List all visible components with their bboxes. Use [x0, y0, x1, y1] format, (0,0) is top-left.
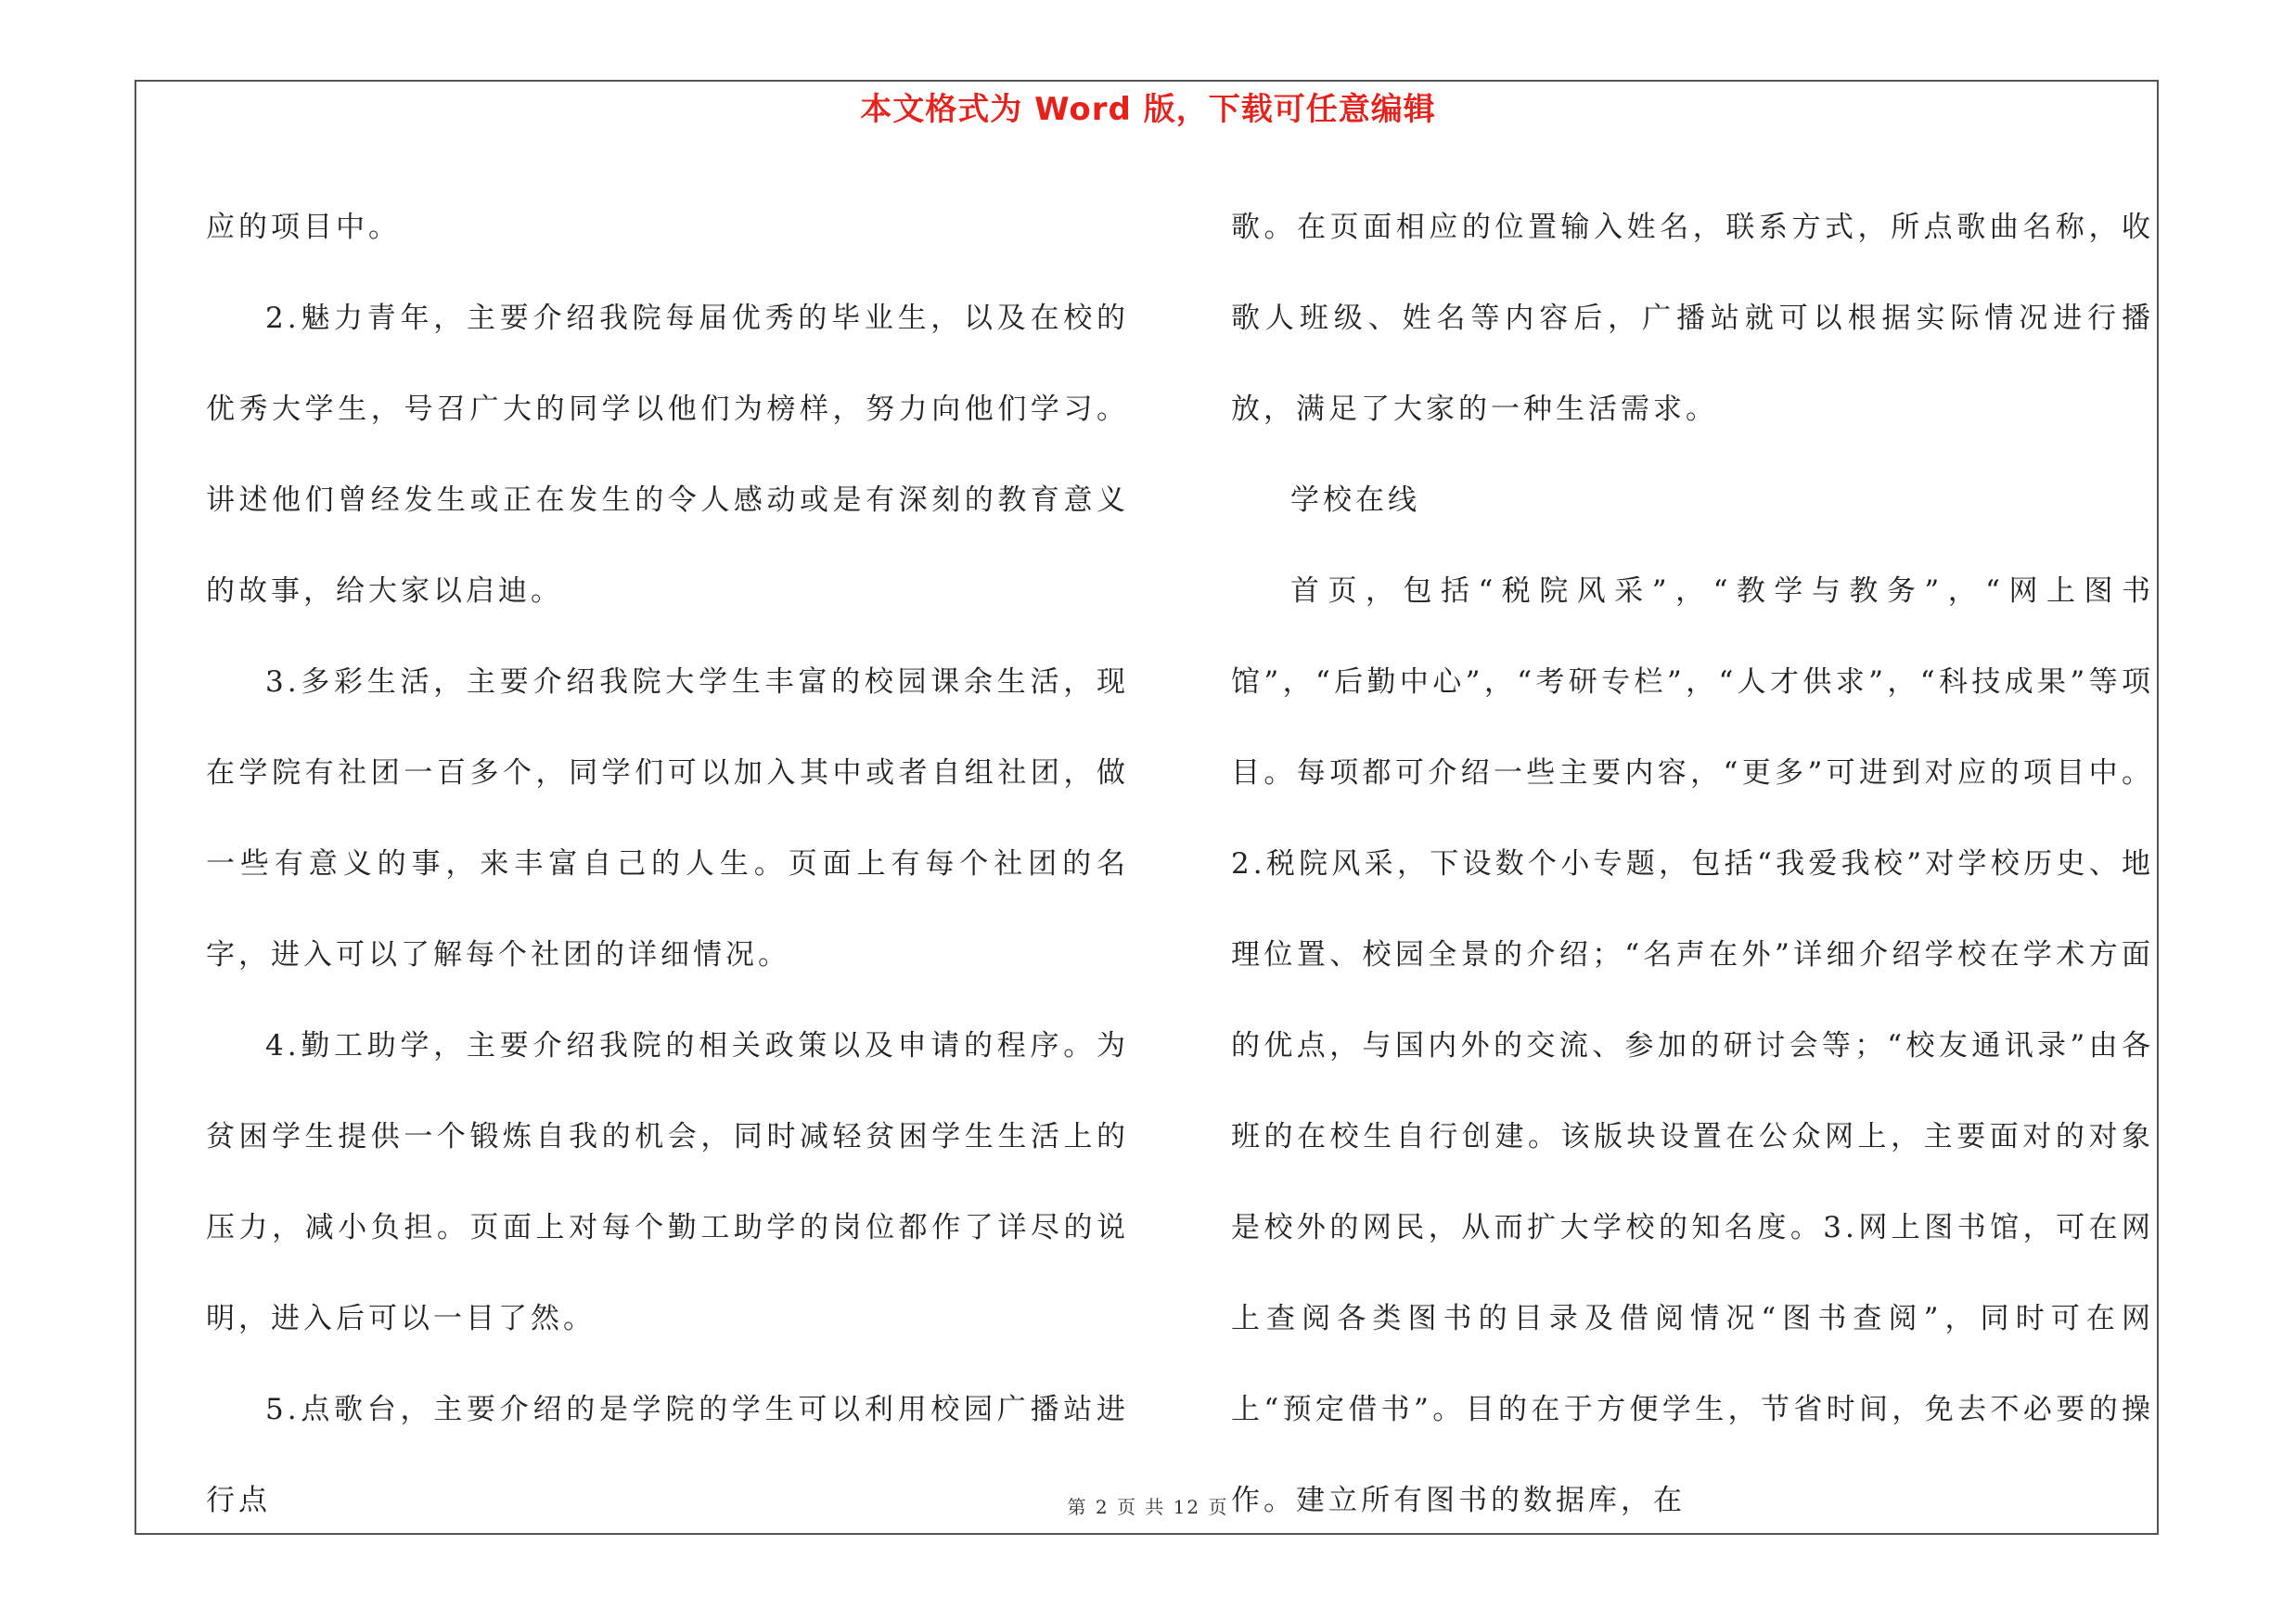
paragraph-charming-youth: 2.魅力青年，主要介绍我院每届优秀的毕业生，以及在校的优秀大学生，号召广大的同学以他们为榜样，努力向他们学习。讲述他们曾经发生或正在发生的令人感动或是有深刻的教育意义的故事，给大家以启迪。: [206, 302, 1129, 608]
paragraph-continuation: 应的项目中。: [206, 211, 401, 244]
paragraph-song-request-continued: 歌。在页面相应的位置输入姓名，联系方式，所点歌曲名称，收歌人班级、姓名等内容后，广播站就可以根据实际情况进行播放，满足了大家的一种生活需求。: [1231, 211, 2154, 426]
page-number: 第 2 页 共 12 页: [1067, 1496, 1229, 1518]
paragraph-song-request: 5.点歌台，主要介绍的是学院的学生可以利用校园广播站进行点: [206, 1393, 1129, 1517]
right-text-column: [1231, 182, 2154, 1546]
word-format-banner: 本文格式为 Word 版，下载可任意编辑: [860, 91, 1436, 128]
paragraph-homepage: 首页，包括“税院风采”，“教学与教务”，“网上图书馆”，“后勤中心”，“考研专栏”，“人才供求”，“科技成果”等项目。每项都可介绍一些主要内容，“更多”可进到对应的项目中。2.税院风采，下设数个小专题，包括“我爱我校”对学校历史、地理位置、校园全景的介绍；“名声在外”详细介绍学校在学术方面的优点，与国内外的交流、参加的研讨会等；“校友通讯录”由各班的在校生自行创建。该版块设置在公众网上，主要面对的对象是校外的网民，从而扩大学校的知名度。3.网上图书馆，可在网上查阅各类图书的目录及借阅情况“图书查阅”，同时可在网上“预定借书”。目的在于方便学生，节省时间，免去不必要的操作。建立所有图书的数据库，在: [1231, 574, 2154, 1517]
paragraph-work-study: 4.勤工助学，主要介绍我院的相关政策以及申请的程序。为贫困学生提供一个锻炼自我的机会，同时减轻贫困学生生活上的压力，减小负担。页面上对每个勤工助学的岗位都作了详尽的说明，进入后可以一目了然。: [206, 1029, 1129, 1335]
paragraph-colorful-life: 3.多彩生活，主要介绍我院大学生丰富的校园课余生活，现在学院有社团一百多个，同学们可以加入其中或者自组社团，做一些有意义的事，来丰富自己的人生。页面上有每个社团的名字，进入可以了解每个社团的详细情况。: [206, 665, 1129, 972]
left-text-column: [206, 182, 1129, 1546]
section-heading-school-online: 学校在线: [1290, 483, 1420, 517]
